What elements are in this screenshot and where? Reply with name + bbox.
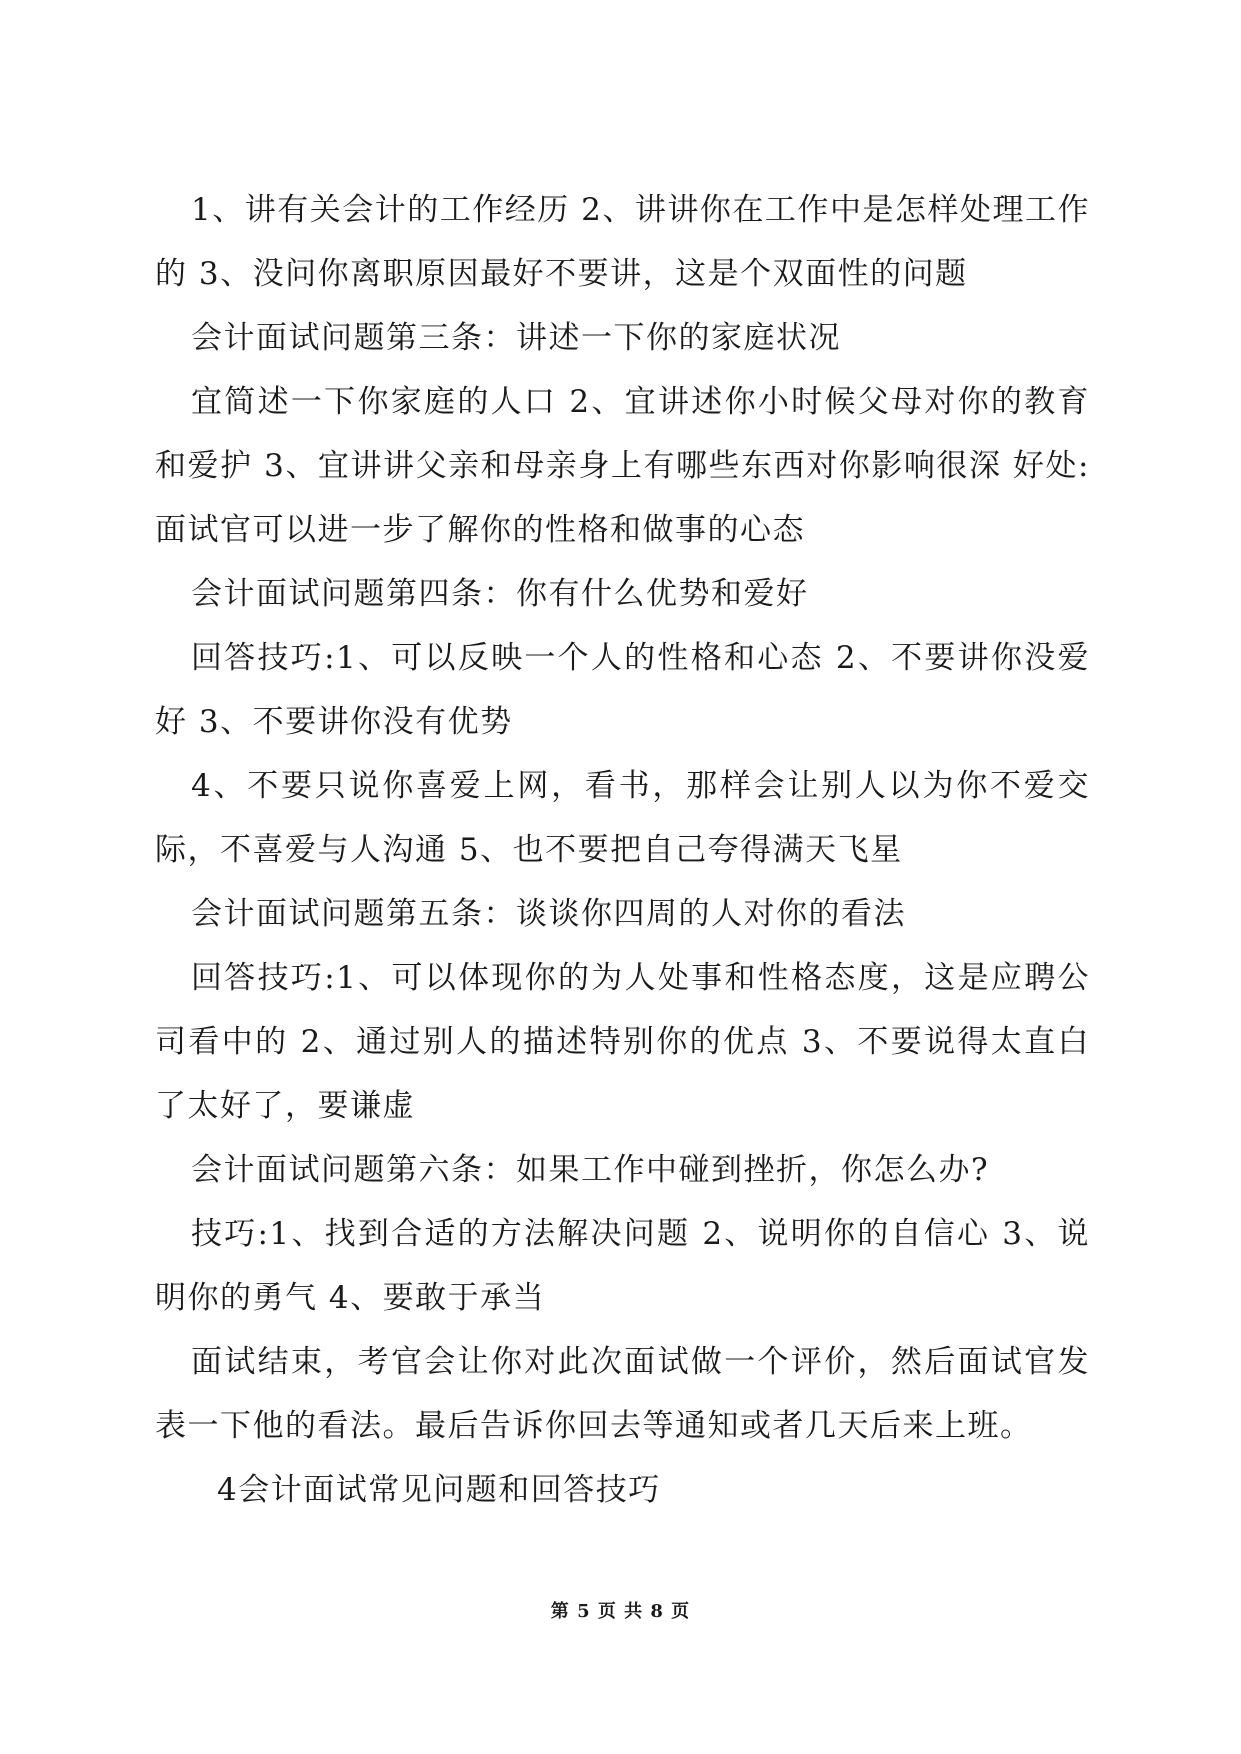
- paragraph: 面试结束，考官会让你对此次面试做一个评价，然后面试官发表一下他的看法。最后告诉你回去等通知或者几天后来上班。: [155, 1344, 1090, 1444]
- section-heading: 会计面试问题第三条：讲述一下你的家庭状况: [191, 320, 841, 356]
- paragraph: 技巧:1、找到合适的方法解决问题 2、说明你的自信心 3、说明你的勇气 4、要敢于承当: [155, 1216, 1090, 1316]
- chapter-heading: 4会计面试常见问题和回答技巧: [217, 1472, 661, 1508]
- paragraph: 1、讲有关会计的工作经历 2、讲讲你在工作中是怎样处理工作的 3、没问你离职原因最好不要讲，这是个双面性的问题: [155, 192, 1090, 292]
- paragraph: 回答技巧:1、可以反映一个人的性格和心态 2、不要讲你没爱好 3、不要讲你没有优势: [155, 640, 1090, 740]
- paragraph: 宜简述一下你家庭的人口 2、宜讲述你小时候父母对你的教育和爱护 3、宜讲讲父亲和母亲身上有哪些东西对你影响很深 好处:面试官可以进一步了解你的性格和做事的心态: [155, 384, 1090, 548]
- document-body: [155, 178, 1090, 1522]
- page-number: 第 5 页 共 8 页: [550, 1601, 691, 1622]
- section-heading: 会计面试问题第五条：谈谈你四周的人对你的看法: [191, 896, 906, 932]
- section-heading: 会计面试问题第四条：你有什么优势和爱好: [191, 576, 809, 612]
- paragraph: 4、不要只说你喜爱上网，看书，那样会让别人以为你不爱交际，不喜爱与人沟通 5、也不要把自己夸得满天飞星: [155, 768, 1090, 868]
- paragraph: 回答技巧:1、可以体现你的为人处事和性格态度，这是应聘公司看中的 2、通过别人的描述特别你的优点 3、不要说得太直白了太好了，要谦虚: [155, 960, 1090, 1124]
- page-footer: [0, 1597, 1241, 1623]
- section-heading: 会计面试问题第六条：如果工作中碰到挫折，你怎么办?: [191, 1152, 990, 1188]
